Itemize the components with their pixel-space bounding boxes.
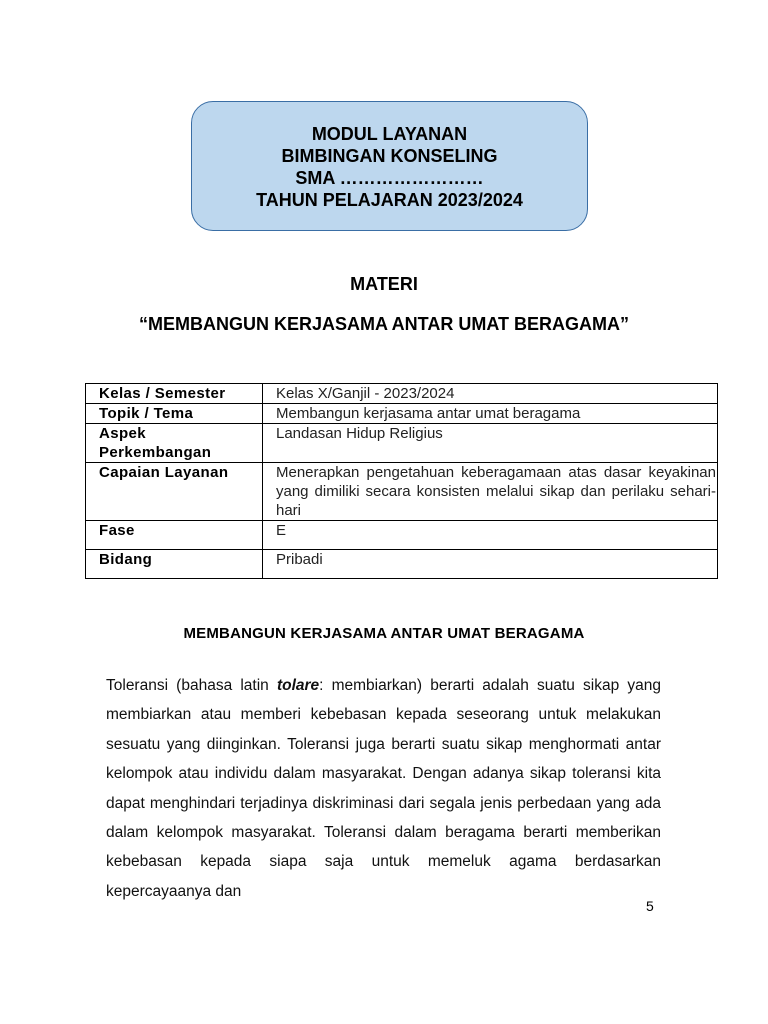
- materi-title: MATERI: [350, 274, 418, 294]
- info-table: [85, 383, 718, 579]
- materi-subtitle: “MEMBANGUN KERJASAMA ANTAR UMAT BERAGAMA”: [139, 314, 629, 334]
- table-row: [86, 550, 718, 579]
- row-label: Bidang: [86, 550, 263, 579]
- row-value: Membangun kerjasama antar umat beragama: [263, 404, 718, 424]
- table-row: [86, 384, 718, 404]
- module-header-box: [191, 101, 588, 231]
- paragraph-text-start: Toleransi (bahasa latin: [106, 677, 277, 694]
- table-row: [86, 404, 718, 424]
- row-value: Pribadi: [263, 550, 718, 579]
- header-line-2: BIMBINGAN KONSELING: [281, 146, 498, 166]
- section-title: MEMBANGUN KERJASAMA ANTAR UMAT BERAGAMA: [183, 625, 585, 642]
- header-line-3: SMA ……………………: [295, 168, 484, 188]
- row-label: Fase: [86, 521, 263, 550]
- row-label: Aspek Perkembangan: [86, 424, 263, 463]
- row-value: Landasan Hidup Religius: [263, 424, 718, 463]
- row-label: Topik / Tema: [86, 404, 263, 424]
- page-number: 5: [646, 898, 654, 914]
- row-label: Capaian Layanan: [86, 463, 263, 521]
- paragraph-text-rest: : membiarkan) berarti adalah suatu sikap yang membiarkan atau memberi kebebasan kepada seseorang untuk melakukan sesuatu yang diinginkan. Toleransi juga berarti suatu sikap menghormati antar kelompok atau individu dalam masyarakat. Dengan adanya sikap toleransi kita dapat menghindari terjadinya diskriminasi dari segala jenis perbedaan yang ada dalam kelompok masyarakat. Toleransi dalam beragama berarti memberikan kebebasan kepada siapa saja untuk memeluk agama berdasarkan kepercayaanya dan: [106, 677, 661, 900]
- row-value: E: [263, 521, 718, 550]
- table-row: [86, 521, 718, 550]
- row-value: Menerapkan pengetahuan keberagamaan atas dasar keyakinan yang dimiliki secara konsisten melalui sikap dan perilaku sehari-hari: [263, 463, 718, 521]
- table-row: [86, 463, 718, 521]
- table-row: [86, 424, 718, 463]
- row-value: Kelas X/Ganjil - 2023/2024: [263, 384, 718, 404]
- body-paragraph: [106, 671, 661, 906]
- header-line-1: MODUL LAYANAN: [311, 124, 468, 144]
- header-line-4: TAHUN PELAJARAN 2023/2024: [256, 190, 523, 210]
- row-label: Kelas / Semester: [86, 384, 263, 404]
- latin-term: tolare: [276, 677, 320, 694]
